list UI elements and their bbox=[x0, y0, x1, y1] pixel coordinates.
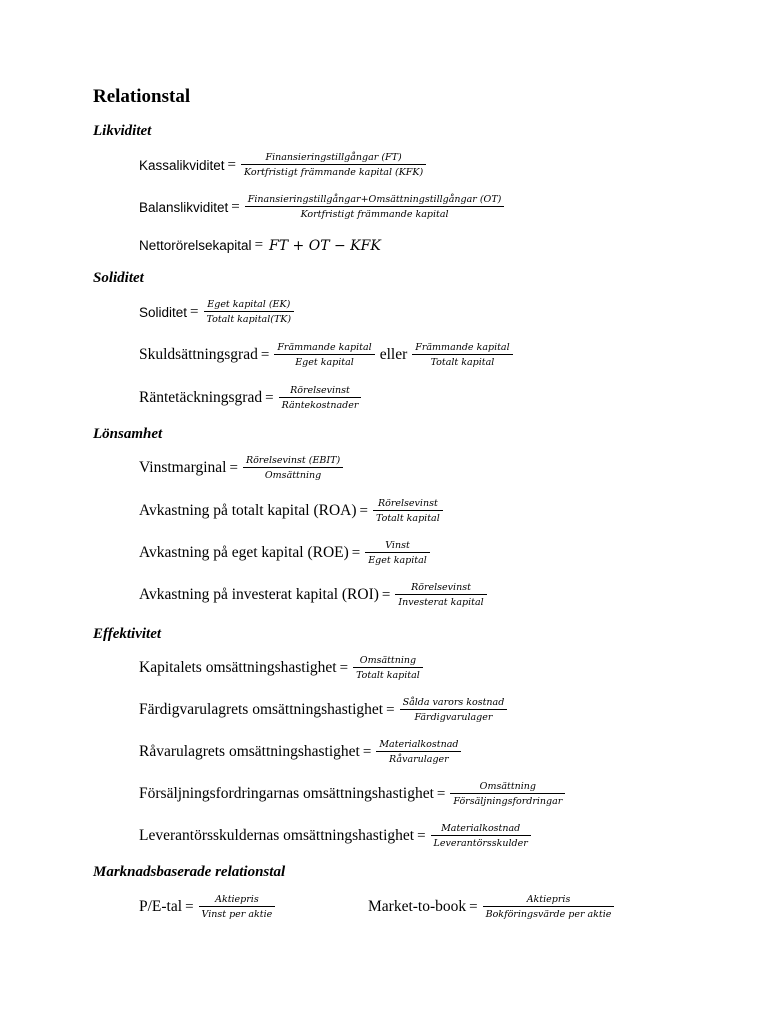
equals-sign: = bbox=[229, 459, 238, 476]
numerator: Främmande kapital bbox=[415, 342, 510, 353]
equals-sign: = bbox=[381, 586, 391, 603]
equals-sign: = bbox=[436, 785, 446, 802]
equals-sign: = bbox=[260, 346, 270, 363]
formula-leverantorsskulder bbox=[139, 823, 533, 849]
denominator: Bokföringsvärde per aktie bbox=[485, 909, 612, 920]
equals-sign: = bbox=[351, 544, 361, 561]
denominator: Färdigvarulager bbox=[414, 712, 493, 723]
equals-sign: = bbox=[185, 898, 194, 915]
denominator: Totalt kapital bbox=[430, 357, 495, 368]
formula-vinstmarginal bbox=[139, 455, 345, 481]
formula-label: Nettorörelsekapital bbox=[139, 238, 252, 253]
numerator: Främmande kapital bbox=[277, 342, 372, 353]
fraction bbox=[274, 342, 374, 368]
fraction bbox=[365, 540, 430, 566]
formula-label: Vinstmarginal bbox=[139, 459, 227, 476]
fraction bbox=[376, 739, 461, 765]
fraction bbox=[245, 194, 505, 220]
fraction bbox=[199, 894, 276, 920]
denominator: Råvarulager bbox=[389, 754, 449, 765]
formula-label: Skuldsättningsgrad bbox=[139, 346, 258, 363]
equals-sign: = bbox=[339, 659, 349, 676]
denominator: Kortfristigt främmande kapital bbox=[300, 209, 449, 220]
connector-word: eller bbox=[379, 346, 408, 363]
fraction bbox=[400, 697, 508, 723]
numerator: Finansieringstillgångar (FT) bbox=[265, 152, 402, 163]
formula-pe-tal bbox=[139, 894, 277, 920]
formula-roi bbox=[139, 582, 489, 608]
fraction bbox=[483, 894, 615, 920]
section-heading-marknadsbaserade: Marknadsbaserade relationstal bbox=[93, 864, 286, 880]
denominator: Räntekostnader bbox=[281, 400, 359, 411]
formula-label: Avkastning på investerat kapital (ROI) bbox=[139, 586, 379, 603]
formula-skuldsattningsgrad bbox=[139, 342, 515, 368]
formula-fardigvarulager bbox=[139, 697, 509, 723]
formula-ravarulager bbox=[139, 739, 463, 765]
numerator: Vinst bbox=[385, 540, 410, 551]
formula-label: Soliditet bbox=[139, 304, 188, 320]
formula-nettororelsekapital bbox=[139, 237, 381, 254]
numerator: Aktiepris bbox=[526, 894, 571, 905]
formula-soliditet bbox=[139, 299, 296, 325]
numerator: Omsättning bbox=[479, 781, 536, 792]
fraction-alt bbox=[412, 342, 512, 368]
equals-sign: = bbox=[265, 389, 274, 406]
numerator: Finansieringstillgångar+Omsättningstillgångar (OT) bbox=[247, 194, 502, 205]
denominator: Försäljningsfordringar bbox=[453, 796, 563, 807]
formula-roa bbox=[139, 498, 445, 524]
section-heading-lonsamhet: Lönsamhet bbox=[93, 426, 163, 442]
equals-sign: = bbox=[417, 827, 426, 844]
fraction bbox=[395, 582, 486, 608]
denominator: Totalt kapital bbox=[356, 670, 420, 681]
equals-sign: = bbox=[231, 198, 240, 215]
formula-kassalikviditet bbox=[139, 152, 428, 178]
section-heading-soliditet: Soliditet bbox=[93, 270, 144, 286]
formula-roe bbox=[139, 540, 432, 566]
denominator: Kortfristigt främmande kapital (KFK) bbox=[244, 167, 424, 178]
fraction bbox=[241, 152, 426, 178]
formula-label: Räntetäckningsgrad bbox=[139, 389, 263, 406]
equals-sign: = bbox=[359, 502, 368, 519]
formula-label: Market-to-book bbox=[368, 898, 467, 915]
numerator: Omsättning bbox=[359, 655, 417, 666]
denominator: Leverantörsskulder bbox=[433, 838, 528, 849]
formula-label: Balanslikviditet bbox=[139, 199, 229, 215]
fraction bbox=[450, 781, 565, 807]
math-expression: FT + OT − KFK bbox=[269, 237, 381, 254]
fraction bbox=[353, 655, 423, 681]
fraction bbox=[431, 823, 531, 849]
formula-kapitalets-omsattningshastighet bbox=[139, 655, 425, 681]
numerator: Sålda varors kostnad bbox=[402, 697, 505, 708]
formula-label: Kapitalets omsättningshastighet bbox=[139, 659, 337, 676]
formula-market-to-book bbox=[368, 894, 616, 920]
equals-sign: = bbox=[469, 898, 478, 915]
page-title: Relationstal bbox=[93, 86, 191, 107]
numerator: Materialkostnad bbox=[441, 823, 521, 834]
denominator: Eget kapital bbox=[295, 357, 354, 368]
section-heading-effektivitet: Effektivitet bbox=[93, 626, 162, 642]
fraction bbox=[279, 385, 362, 411]
formula-balanslikviditet bbox=[139, 194, 506, 220]
denominator: Totalt kapital bbox=[376, 513, 440, 524]
equals-sign: = bbox=[227, 156, 237, 173]
section-heading-likviditet: Likviditet bbox=[93, 123, 152, 139]
numerator: Materialkostnad bbox=[379, 739, 459, 750]
numerator: Aktiepris bbox=[215, 894, 259, 905]
equals-sign: = bbox=[362, 743, 372, 760]
denominator: Totalt kapital(TK) bbox=[206, 314, 292, 325]
formula-forsaljningsfordringar bbox=[139, 781, 567, 807]
formula-label: P/E-tal bbox=[139, 898, 183, 915]
denominator: Vinst per aktie bbox=[201, 909, 273, 920]
numerator: Eget kapital (EK) bbox=[207, 299, 291, 310]
numerator: Rörelsevinst (EBIT) bbox=[245, 455, 341, 466]
formula-label: Avkastning på eget kapital (ROE) bbox=[139, 544, 349, 561]
numerator: Rörelsevinst bbox=[411, 582, 471, 593]
formula-rantetackningsgrad bbox=[139, 385, 363, 411]
formula-label: Leverantörsskuldernas omsättningshastighet bbox=[139, 827, 415, 844]
denominator: Eget kapital bbox=[368, 555, 427, 566]
formula-label: Avkastning på totalt kapital (ROA) bbox=[139, 502, 357, 519]
formula-label: Råvarulagrets omsättningshastighet bbox=[139, 743, 360, 760]
formula-label: Färdigvarulagrets omsättningshastighet bbox=[139, 701, 384, 718]
equals-sign: = bbox=[190, 303, 199, 320]
numerator: Rörelsevinst bbox=[377, 498, 438, 509]
equals-sign: = bbox=[386, 701, 395, 718]
numerator: Rörelsevinst bbox=[290, 385, 350, 396]
denominator: Omsättning bbox=[264, 470, 322, 481]
equals-sign: = bbox=[254, 237, 264, 253]
formula-label: Kassalikviditet bbox=[139, 157, 225, 173]
denominator: Investerat kapital bbox=[398, 597, 484, 608]
fraction bbox=[373, 498, 443, 524]
fraction bbox=[243, 455, 343, 481]
formula-label: Försäljningsfordringarnas omsättningshastighet bbox=[139, 785, 434, 802]
fraction bbox=[204, 299, 295, 325]
